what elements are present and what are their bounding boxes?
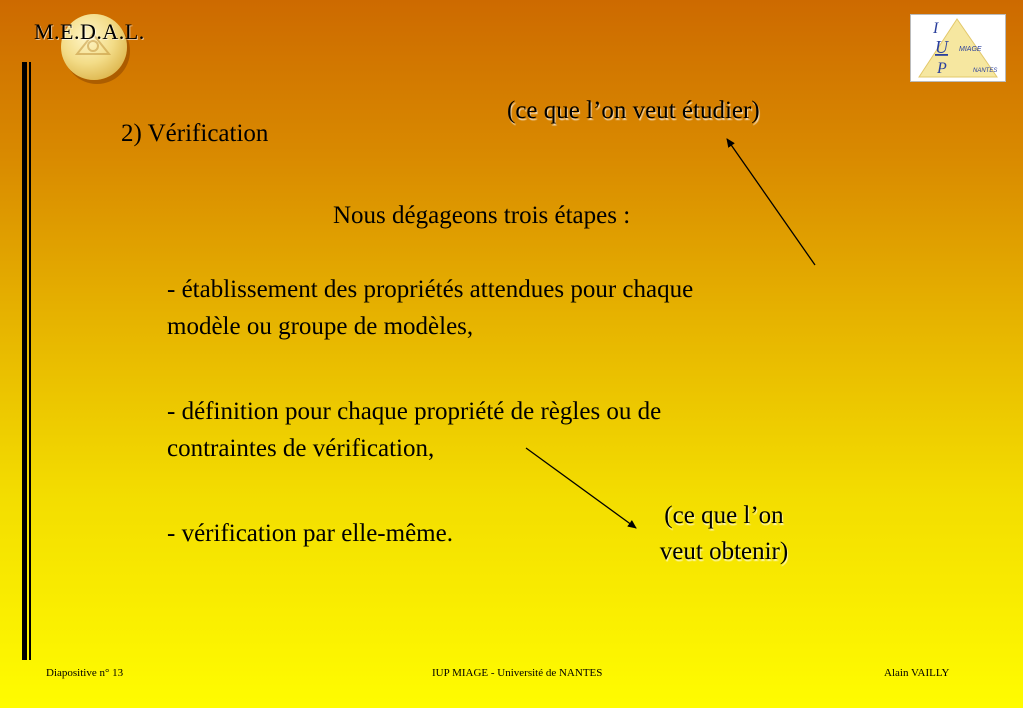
logo-letter-i: I (933, 20, 939, 37)
iup-logo-icon (911, 15, 1005, 81)
list-item (167, 393, 867, 467)
footer-slide-number: Diapositive n° 13 (46, 667, 124, 679)
list-item-line: - définition pour chaque propriété de règles ou de (167, 398, 662, 425)
list-item-line: - établissement des propriétés attendues pour chaque (167, 276, 694, 303)
iup-miage-logo (910, 14, 1006, 82)
list-item-line: modèle ou groupe de modèles, (167, 313, 474, 340)
list-item (167, 271, 867, 345)
list-item-line: contraintes de vérification, (167, 435, 435, 462)
medal-title: M.E.D.A.L. (34, 19, 145, 44)
logo-letter-u: U (935, 37, 948, 57)
logo-letter-p: P (937, 60, 947, 77)
logo-text-miage: MIAGE (959, 46, 982, 53)
logo-text-nantes: NANTES (973, 68, 998, 74)
left-border-bar-thin (29, 62, 31, 660)
footer-author: Alain VAILLY (884, 667, 950, 679)
annotation-bottom (636, 498, 812, 570)
intro-text: Nous dégageons trois étapes : (333, 202, 631, 229)
arrow-to-top-note (727, 139, 815, 265)
left-border-bar-thick (22, 62, 27, 660)
annotation-bottom-line: (ce que l’on (664, 502, 784, 529)
section-title: 2) Vérification (121, 120, 269, 147)
footer-institution: IUP MIAGE - Université de NANTES (432, 667, 603, 679)
annotation-bottom-line: veut obtenir) (659, 538, 789, 565)
list-item-line: - vérification par elle-même. (167, 520, 453, 547)
annotation-top: (ce que l’on veut étudier) (507, 97, 760, 124)
